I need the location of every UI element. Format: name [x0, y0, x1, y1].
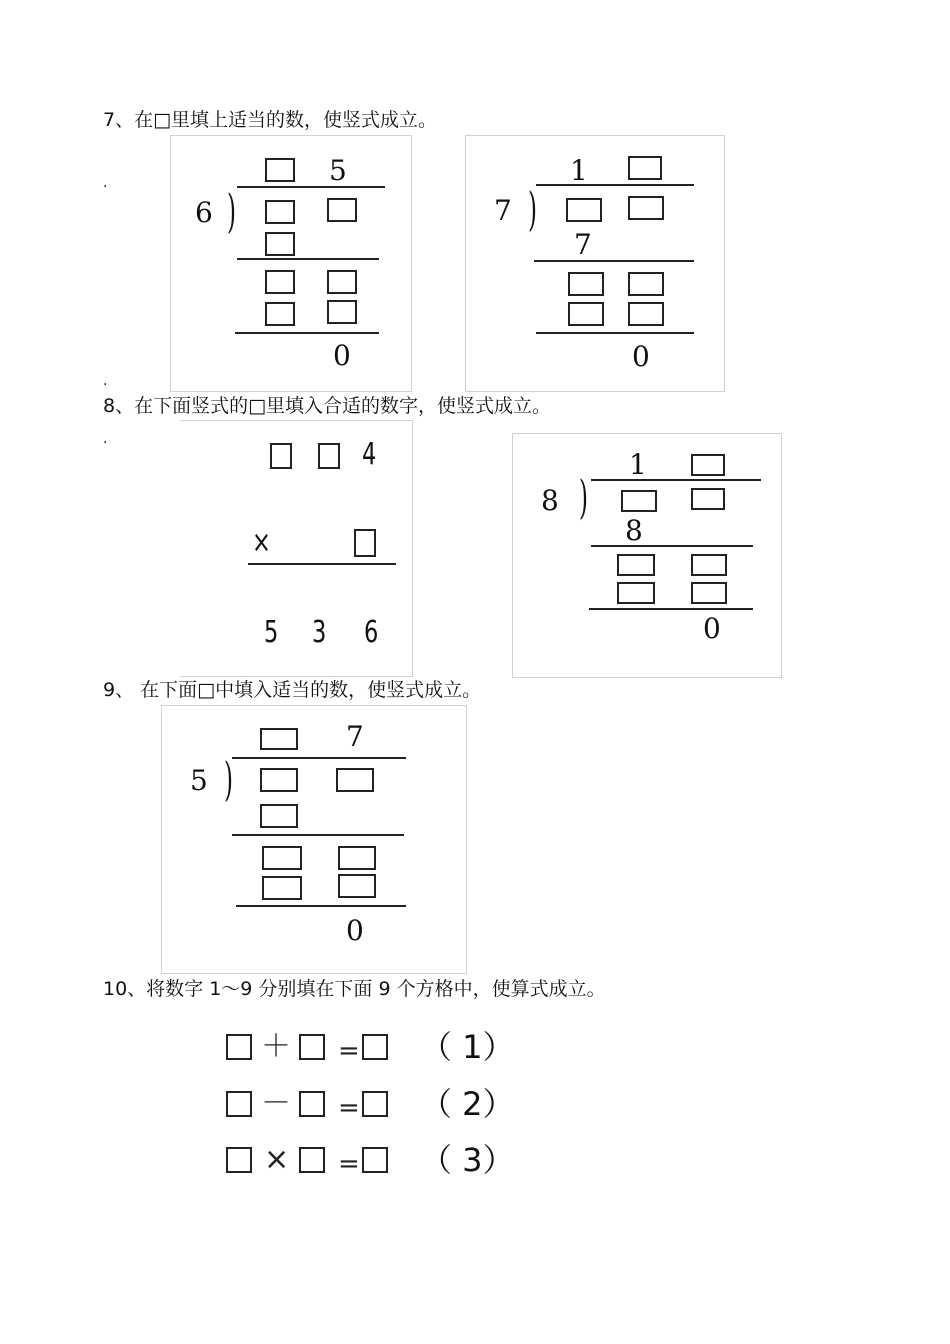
subtraction-line [236, 905, 406, 907]
remainder-digit: 0 [703, 612, 721, 645]
question-9-text: 9、 在下面□中填入适当的数，使竖式成立。 [103, 679, 482, 701]
blank-box[interactable] [226, 1147, 252, 1173]
product-digit: 8 [625, 514, 643, 547]
q7-left-division-panel [170, 135, 412, 392]
blank-box[interactable] [338, 874, 376, 898]
marker-dot: . [103, 373, 108, 389]
minus-sign: － [261, 1086, 291, 1121]
blank-box[interactable] [691, 454, 725, 476]
marker-dot: . [103, 431, 108, 447]
division-line [591, 479, 761, 481]
blank-box[interactable] [260, 804, 298, 828]
divisor-digit: 6 [195, 196, 213, 229]
blank-box[interactable] [299, 1091, 325, 1117]
blank-box[interactable] [270, 443, 292, 469]
blank-box[interactable] [327, 270, 357, 294]
blank-box[interactable] [226, 1034, 252, 1060]
blank-box[interactable] [628, 196, 664, 220]
product-line [248, 563, 396, 565]
subtraction-line [232, 834, 404, 836]
q8-multiplication-panel [180, 420, 413, 677]
blank-box[interactable] [265, 232, 295, 256]
subtraction-line [589, 608, 753, 610]
equals-sign: = [338, 1036, 360, 1066]
blank-box[interactable] [262, 846, 302, 870]
times-sign: × [252, 525, 271, 560]
blank-box[interactable] [338, 846, 376, 870]
question-10-text: 10、将数字 1～9 分别填在下面 9 个方格中，使算式成立。 [103, 978, 606, 1000]
division-bracket: ) [579, 470, 588, 524]
plus-sign: ＋ [261, 1029, 291, 1064]
equals-sign: = [338, 1093, 360, 1123]
blank-box[interactable] [327, 300, 357, 324]
blank-box[interactable] [691, 554, 727, 576]
subtraction-line [591, 545, 753, 547]
division-bracket: ) [227, 184, 236, 238]
blank-box[interactable] [617, 582, 655, 604]
times-sign: × [264, 1142, 290, 1177]
remainder-digit: 0 [632, 340, 650, 373]
blank-box[interactable] [628, 302, 664, 326]
quotient-digit: 7 [346, 720, 364, 753]
blank-box[interactable] [226, 1091, 252, 1117]
blank-box[interactable] [362, 1147, 388, 1173]
division-bracket: ) [528, 182, 537, 236]
blank-box[interactable] [265, 158, 295, 182]
blank-box[interactable] [568, 302, 604, 326]
product-digit: 3 [312, 615, 327, 650]
blank-box[interactable] [260, 768, 298, 792]
subtraction-line [235, 332, 379, 334]
divisor-digit: 7 [494, 194, 512, 227]
blank-box[interactable] [327, 198, 357, 222]
blank-box[interactable] [628, 272, 664, 296]
q8-division-panel [512, 433, 782, 678]
blank-box[interactable] [262, 876, 302, 900]
blank-box[interactable] [299, 1147, 325, 1173]
blank-box[interactable] [265, 302, 295, 326]
divisor-digit: 5 [190, 764, 208, 797]
quotient-digit: 1 [629, 448, 647, 481]
equation-label: （ 1） [420, 1028, 515, 1066]
subtraction-line [534, 260, 694, 262]
division-line [232, 757, 406, 759]
subtraction-line [536, 332, 694, 334]
equation-label: （ 2） [420, 1085, 515, 1123]
blank-box[interactable] [265, 270, 295, 294]
q7-right-division-panel [465, 135, 725, 392]
equation-label: （ 3） [420, 1141, 515, 1179]
blank-box[interactable] [568, 272, 604, 296]
product-digit: 6 [364, 615, 379, 650]
q9-division-panel [161, 705, 467, 974]
division-line [237, 186, 385, 188]
quotient-digit: 1 [570, 154, 588, 187]
blank-box[interactable] [691, 488, 725, 510]
blank-box[interactable] [336, 768, 374, 792]
blank-box[interactable] [354, 529, 376, 557]
blank-box[interactable] [691, 582, 727, 604]
question-7-text: 7、在□里填上适当的数，使竖式成立。 [103, 109, 438, 131]
blank-box[interactable] [318, 443, 340, 469]
blank-box[interactable] [265, 200, 295, 224]
division-line [536, 184, 694, 186]
remainder-digit: 0 [333, 339, 351, 372]
blank-box[interactable] [362, 1091, 388, 1117]
blank-box[interactable] [621, 490, 657, 512]
subtraction-line [237, 258, 379, 260]
blank-box[interactable] [628, 156, 662, 180]
blank-box[interactable] [299, 1034, 325, 1060]
blank-box[interactable] [260, 728, 298, 750]
blank-box[interactable] [362, 1034, 388, 1060]
question-8-text: 8、在下面竖式的□里填入合适的数字，使竖式成立。 [103, 395, 552, 417]
blank-box[interactable] [617, 554, 655, 576]
blank-box[interactable] [566, 198, 602, 222]
remainder-digit: 0 [346, 914, 364, 947]
division-bracket: ) [224, 752, 233, 806]
quotient-digit: 5 [329, 154, 347, 187]
marker-dot: . [103, 175, 108, 191]
product-digit: 5 [264, 615, 279, 650]
equals-sign: = [338, 1149, 360, 1179]
product-digit: 7 [574, 228, 592, 261]
multiplicand-digit: 4 [362, 437, 377, 472]
divisor-digit: 8 [541, 484, 559, 517]
